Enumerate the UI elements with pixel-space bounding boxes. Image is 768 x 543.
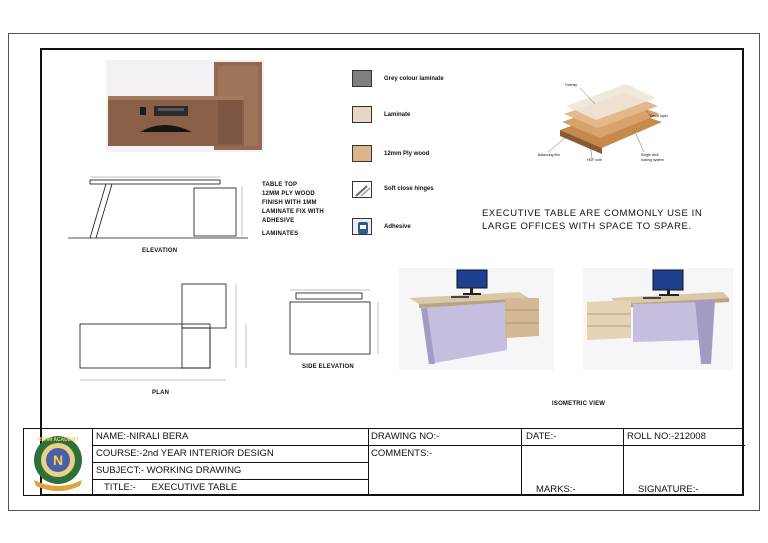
note-line: LAMINATES [262, 231, 299, 237]
description-line: LARGE OFFICES WITH SPACE TO SPARE. [482, 221, 692, 232]
isometric-render-left [399, 268, 554, 370]
logo-text: NSHM ACADEMY [37, 437, 79, 443]
note-line: TABLE TOP [262, 182, 298, 188]
legend-label: Soft close hinges [384, 186, 434, 192]
signature: SIGNATURE:- [638, 484, 699, 495]
adhesive-icon [352, 218, 372, 235]
layer-label: Balancing film [538, 153, 560, 157]
legend-label: 12mm Ply wood [384, 151, 430, 157]
divider [92, 462, 369, 463]
layer-label: Decor layer [650, 114, 668, 118]
isometric-render-right [583, 268, 733, 370]
layer-label: HDF core [587, 158, 602, 162]
logo-letter: N [52, 452, 64, 468]
laminate-swatch [352, 106, 372, 123]
legend-label: Grey colour laminate [384, 76, 444, 82]
plywood-swatch [352, 145, 372, 162]
layer-label: Single click [641, 153, 659, 157]
drawing-title: TITLE:- EXECUTIVE TABLE [104, 482, 238, 493]
plan-caption: PLAN [152, 390, 170, 396]
elevation-drawing [68, 176, 258, 246]
academy-logo [26, 430, 90, 494]
layers-diagram [540, 78, 680, 170]
divider [623, 429, 624, 495]
desk-render-top [106, 60, 264, 152]
note-line: ADHESIVE [262, 218, 295, 224]
course: COURSE:-2nd YEAR INTERIOR DESIGN [96, 448, 274, 459]
note-line: 12MM PLY WOOD [262, 191, 315, 197]
divider [92, 445, 745, 446]
roll-number: ROLL NO:-212008 [627, 431, 706, 442]
marks: MARKS:- [536, 484, 576, 495]
note-line: FINISH WITH 1MM [262, 200, 317, 206]
subject: SUBJECT:- WORKING DRAWING [96, 465, 242, 476]
elevation-caption: ELEVATION [142, 248, 178, 254]
layer-label: Overlay [565, 83, 578, 87]
divider [521, 429, 522, 495]
legend-label: Laminate [384, 112, 411, 118]
legend-label: Adhesive [384, 224, 411, 230]
elevation-notes [262, 181, 324, 239]
hinge-icon [352, 181, 372, 198]
date: DATE:- [526, 431, 557, 442]
note-line: LAMINATE FIX WITH [262, 209, 324, 215]
comments: COMMENTS:- [371, 448, 433, 459]
description [482, 207, 702, 233]
student-name: NAME:-NIRALI BERA [96, 431, 189, 442]
title-block [23, 428, 744, 496]
drawing-number: DRAWING NO:- [371, 431, 440, 442]
side-elevation-drawing [284, 290, 384, 360]
description-line: EXECUTIVE TABLE ARE COMMONLY USE IN [482, 208, 703, 219]
plan-drawing [74, 280, 254, 388]
layer-label: locking system [641, 158, 664, 162]
grey-swatch [352, 70, 372, 87]
side-elevation-caption: SIDE ELEVATION [302, 364, 354, 370]
divider [92, 479, 369, 480]
isometric-caption: ISOMETRIC VIEW [552, 401, 606, 407]
